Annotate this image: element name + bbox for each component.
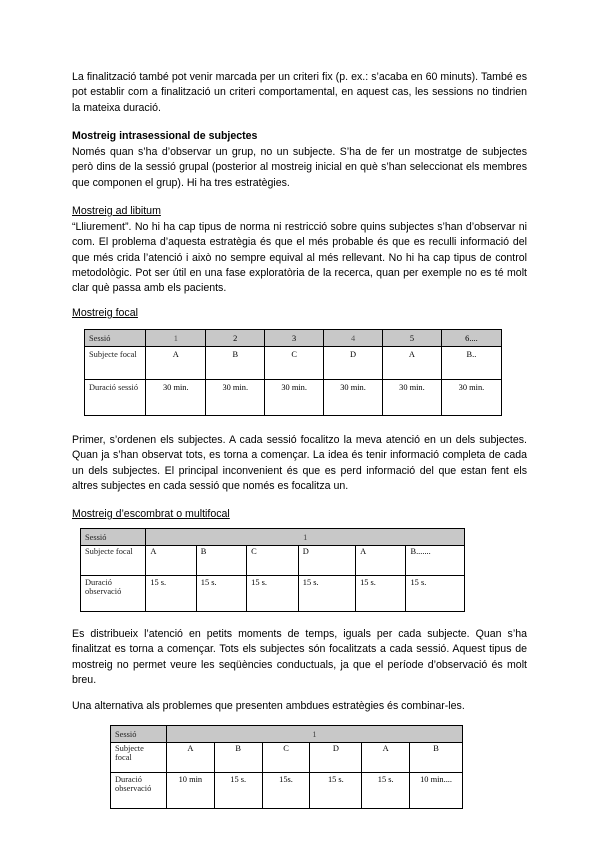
subheading-ad-libitum: Mostreig ad libitum <box>72 205 161 217</box>
session-cell: 1 <box>146 529 465 546</box>
subheading-focal: Mostreig focal <box>72 307 138 319</box>
duration-cell: 15 s. <box>146 576 196 612</box>
table-row <box>85 347 502 380</box>
subject-cell: B....... <box>406 546 465 576</box>
subject-cell: A <box>146 347 206 380</box>
duration-cell: 15 s. <box>298 576 355 612</box>
duration-cell: 30 min. <box>441 380 501 416</box>
duration-cell: 15 s. <box>214 773 262 809</box>
table-row <box>85 330 502 347</box>
session-label: Sessió <box>111 726 167 743</box>
duration-cell: 15s. <box>262 773 310 809</box>
paragraph-ad-libitum: “Lliurement”. No hi ha cap tipus de norma ni restricció sobre quins subjectes s’han d’observar ni com. El problema d’aquesta estratègia és que el més probable és que es reculli informació del que més crida l’atenció i això no sempre equival al més rellevant. No hi ha cap tipus de control metodològic. Pot ser útil en una fase exploratòria de la recerca, quan per exemple no es té molt clar què passa amb els pacients. <box>72 221 527 295</box>
paragraph-intro: Només quan s’ha d’observar un grup, no un subjecte. S’ha de fer un mostratge de subjectes però dins de la sessió grupal (posterior al mostreig inicial en què s’han seleccionat els membres que componen el grup). Hi ha tres estratègies. <box>72 146 527 189</box>
subject-cell: A <box>166 743 214 773</box>
subject-label: Subjecte focal <box>81 546 146 576</box>
duration-cell: 15 s. <box>247 576 299 612</box>
subject-cell: A <box>382 347 441 380</box>
session-cell: 4 <box>324 330 383 347</box>
subject-cell: A <box>356 546 406 576</box>
duration-cell: 15 s. <box>362 773 410 809</box>
subject-cell: B <box>196 546 246 576</box>
session-cell: 1 <box>166 726 462 743</box>
table-row <box>81 576 465 612</box>
paragraph-focal: Primer, s’ordenen els subjectes. A cada sessió focalitzo la meva atenció en un dels subjectes. Quan ja s’han observat tots, es torna a començar. La idea és tenir informació completa de cada un dels subjectes. El principal inconvenient és que es perd informació del que estan fent els altres subjectes en cada sessió que només es focalitza un. <box>72 434 527 492</box>
duration-cell: 15 s. <box>356 576 406 612</box>
subject-cell: D <box>298 546 355 576</box>
table-row <box>85 380 502 416</box>
subject-cell: D <box>324 347 383 380</box>
subject-cell: A <box>146 546 196 576</box>
duration-cell: 30 min. <box>324 380 383 416</box>
duration-label: Duració observació <box>81 576 146 612</box>
paragraph-multifocal: Es distribueix l’atenció en petits moments de temps, iguals per cada subjecte. Quan s’ha finalitzat es torna a començar. Tots els subjectes són focalitzats a cada sessió. Aquest tipus de mostreig no permet veure les seqüències conductuals, ja que el període d’observació és molt breu. <box>72 628 527 686</box>
subject-cell: B <box>410 743 463 773</box>
session-cell: 5 <box>382 330 441 347</box>
subject-cell: B <box>206 347 265 380</box>
duration-cell: 10 min.... <box>410 773 463 809</box>
multifocal-sampling-table <box>80 528 465 612</box>
subject-cell: C <box>265 347 324 380</box>
session-label: Sessió <box>85 330 146 347</box>
duration-cell: 30 min. <box>206 380 265 416</box>
session-cell: 3 <box>265 330 324 347</box>
duration-cell: 15 s. <box>196 576 246 612</box>
combined-sampling-table <box>110 725 463 809</box>
subject-cell: C <box>247 546 299 576</box>
duration-cell: 30 min. <box>382 380 441 416</box>
session-cell: 1 <box>146 330 206 347</box>
subject-label: Subjecte focal <box>111 743 167 773</box>
subject-cell: C <box>262 743 310 773</box>
subject-label: Subjecte focal <box>85 347 146 380</box>
duration-cell: 30 min. <box>146 380 206 416</box>
duration-cell: 15 s. <box>406 576 465 612</box>
duration-label: Duració sessió <box>85 380 146 416</box>
subject-cell: D <box>310 743 362 773</box>
subject-cell: B <box>214 743 262 773</box>
focal-sampling-table <box>84 329 502 416</box>
session-cell: 6.... <box>441 330 501 347</box>
table-row <box>111 743 463 773</box>
table-row <box>81 546 465 576</box>
duration-label: Duració observació <box>111 773 167 809</box>
duration-cell: 30 min. <box>265 380 324 416</box>
subject-cell: B.. <box>441 347 501 380</box>
paragraph-finalitzacio: La finalització també pot venir marcada per un criteri fix (p. ex.: s’acaba en 60 minuts). També es pot establir com a finalització un criteri comportamental, en aquest cas, les sessions no tindrien la mateixa duració. <box>72 71 527 114</box>
table-row <box>111 773 463 809</box>
session-label: Sessió <box>81 529 146 546</box>
section-heading: Mostreig intrasessional de subjectes <box>72 130 258 142</box>
paragraph-alternative: Una alternativa als problemes que presenten ambdues estratègies és combinar-les. <box>72 700 465 712</box>
duration-cell: 10 min <box>166 773 214 809</box>
subheading-multifocal: Mostreig d’escombrat o multifocal <box>72 508 230 520</box>
table-row <box>111 726 463 743</box>
subject-cell: A <box>362 743 410 773</box>
table-row <box>81 529 465 546</box>
duration-cell: 15 s. <box>310 773 362 809</box>
session-cell: 2 <box>206 330 265 347</box>
